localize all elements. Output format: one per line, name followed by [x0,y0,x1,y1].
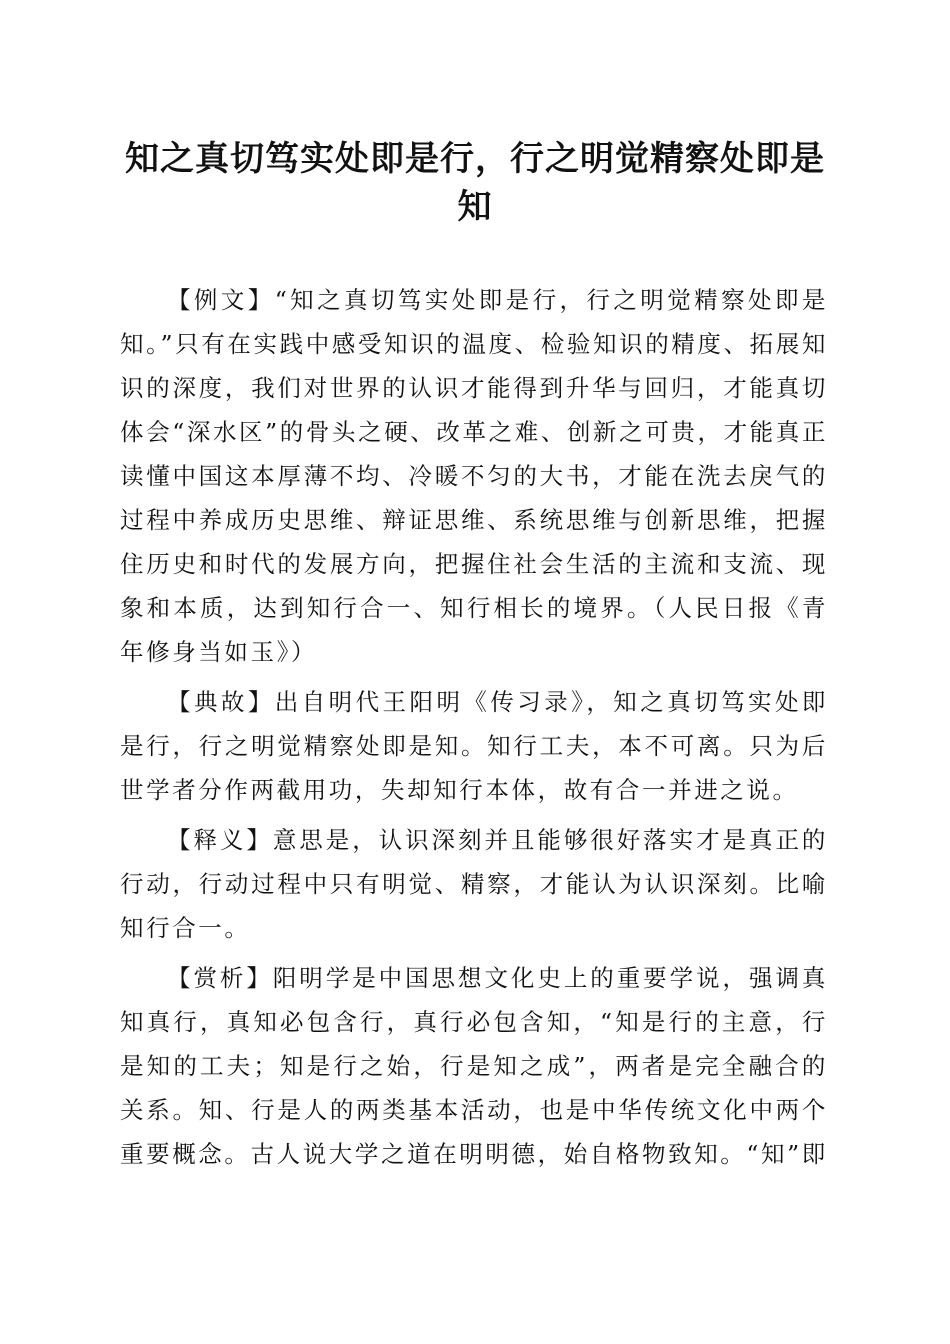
paragraph-appreciation [120,956,828,1176]
paragraph-tag: 【释义】 [167,826,273,854]
document-body [120,278,828,1176]
paragraph-allusion [120,680,828,812]
paragraph-tag: 【赏析】 [167,964,273,992]
paragraph-text: 意思是，认识深刻并且能够很好落实才是真正的行动，行动过程中只有明觉、精察，才能认为认识深刻。比喻知行合一。 [120,826,828,942]
paragraph-interpretation [120,818,828,950]
paragraph-text: 阳明学是中国思想文化史上的重要学说，强调真知真行，真知必包含行，真行必包含知，“知是行的主意，行是知的工夫；知是行之始，行是知之成”，两者是完全融合的关系。知、行是人的两类基本活动，也是中华传统文化中两个重要概念。古人说大学之道在明明德，始自格物致知。“知”即 [120,964,828,1168]
paragraph-text: “知之真切笃实处即是行，行之明觉精察处即是知。”只有在实践中感受知识的温度、检验知识的精度、拓展知识的深度，我们对世界的认识才能得到升华与回归，才能真切体会“深水区”的骨头之硬、改革之难、创新之可贵，才能真正读懂中国这本厚薄不均、冷暖不匀的大书，才能在洗去戾气的过程中养成历史思维、辩证思维、系统思维与创新思维，把握住历史和时代的发展方向，把握住社会生活的主流和支流、现象和本质，达到知行合一、知行相长的境界。（人民日报《青年修身当如玉》） [120,286,828,666]
paragraph-text: 出自明代王阳明《传习录》，知之真切笃实处即是行，行之明觉精察处即是知。知行工夫，本不可离。只为后世学者分作两截用功，失却知行本体，故有合一并进之说。 [120,688,828,804]
paragraph-tag: 【典故】 [167,688,275,716]
paragraph-example [120,278,828,674]
page-title: 知之真切笃实处即是行，行之明觉精察处即是知 [125,139,825,227]
paragraph-tag: 【例文】 [167,286,275,314]
